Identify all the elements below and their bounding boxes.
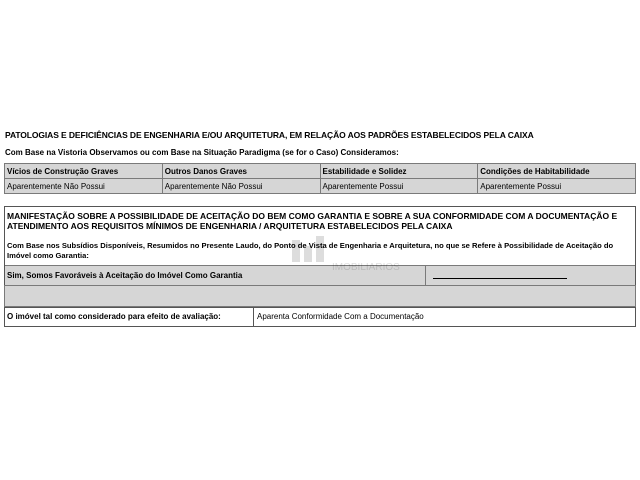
- value-estabilidade-solidez: Aparentemente Possui: [320, 179, 478, 194]
- empty-gray-row: [4, 285, 636, 307]
- avaliacao-label: O imóvel tal como considerado para efeito de avaliação:: [7, 312, 221, 321]
- section-patologias-subtitle: Com Base na Vistoria Observamos ou com Base na Situação Paradigma (se for o Caso) Consideramos:: [5, 148, 399, 157]
- favoravel-text: Sim, Somos Favoráveis à Aceitação do Imóvel Como Garantia: [7, 271, 243, 280]
- header-vicios-construcao: Vícios de Construção Graves: [5, 164, 163, 179]
- header-outros-danos: Outros Danos Graves: [162, 164, 320, 179]
- section-patologias-title: PATOLOGIAS E DEFICIÊNCIAS DE ENGENHARIA E/OU ARQUITETURA, EM RELAÇÃO AOS PADRÕES ESTABELECIDOS PELA CAIXA: [5, 130, 534, 140]
- avaliacao-value: Aparenta Conformidade Com a Documentação: [257, 312, 424, 321]
- avaliacao-row: [4, 307, 636, 327]
- value-vicios-construcao: Aparentemente Não Possui: [5, 179, 163, 194]
- favoravel-divider: [425, 266, 426, 286]
- value-outros-danos: Aparentemente Não Possui: [162, 179, 320, 194]
- patologias-table: [4, 163, 636, 194]
- avaliacao-divider: [253, 308, 254, 326]
- table-value-row: [5, 179, 636, 194]
- watermark-logo: [232, 236, 422, 286]
- signature-line: [433, 278, 567, 279]
- value-condicoes-habitabilidade: Aparentemente Possui: [478, 179, 636, 194]
- manifestacao-title: MANIFESTAÇÃO SOBRE A POSSIBILIDADE DE ACEITAÇÃO DO BEM COMO GARANTIA E SOBRE A SUA CONFORMIDADE COM A DOCUMENTAÇÃO E ATENDIMENTO AOS REQUISITOS MÍNIMOS DE ENGENHARIA / ARQUITETURA ESTABELECIDOS PELA CAIXA: [7, 211, 618, 231]
- table-header-row: [5, 164, 636, 179]
- manifestacao-text: Com Base nos Subsídios Disponíveis, Resumidos no Presente Laudo, do Ponto de Vista de Engenharia e Arquitetura, no que se Refere à Possibilidade de Aceitação do Imóvel como Garantia:: [7, 241, 614, 260]
- header-estabilidade-solidez: Estabilidade e Solidez: [320, 164, 478, 179]
- watermark-text: IMOBILIARIOS: [332, 262, 400, 273]
- header-condicoes-habitabilidade: Condições de Habitabilidade: [478, 164, 636, 179]
